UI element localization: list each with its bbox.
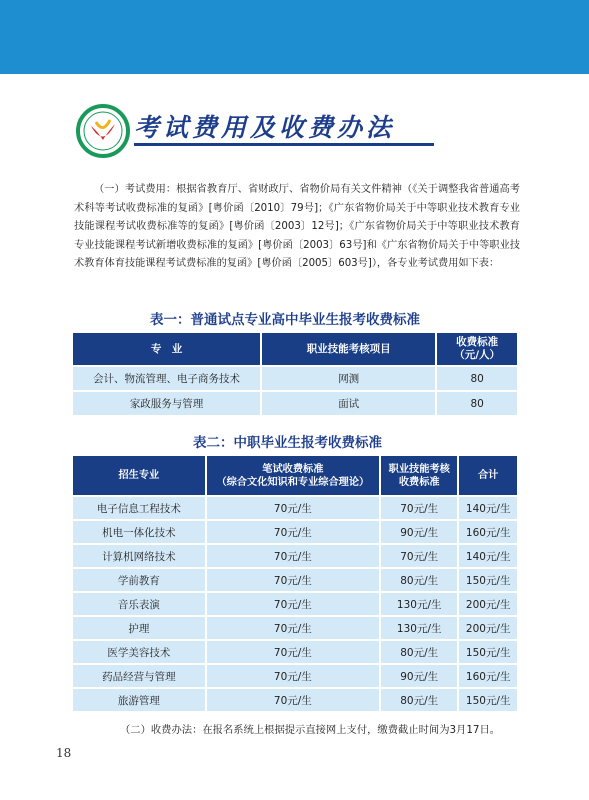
table-cell: 网测 bbox=[262, 367, 435, 390]
page-heading: 考试费用及收费办法 bbox=[134, 113, 396, 142]
table2-body bbox=[73, 497, 517, 711]
table-cell: 医学美容技术 bbox=[73, 641, 205, 663]
table-cell: 音乐表演 bbox=[73, 593, 205, 615]
table-row bbox=[73, 521, 517, 543]
table-cell: 计算机网络技术 bbox=[73, 545, 205, 567]
table-cell: 机电一体化技术 bbox=[73, 521, 205, 543]
school-logo-icon bbox=[76, 104, 130, 158]
column-header: 笔试收费标准 （综合文化知识和专业综合理论） bbox=[207, 456, 379, 495]
table-cell: 70元/生 bbox=[207, 497, 379, 519]
page-number: 18 bbox=[56, 746, 72, 760]
table-cell: 旅游管理 bbox=[73, 689, 205, 711]
table-cell: 80元/生 bbox=[381, 569, 457, 591]
table-cell: 140元/生 bbox=[459, 545, 517, 567]
table-cell: 90元/生 bbox=[381, 665, 457, 687]
table-cell: 学前教育 bbox=[73, 569, 205, 591]
table-cell: 会计、物流管理、电子商务技术 bbox=[73, 367, 260, 390]
table-cell: 70元/生 bbox=[207, 665, 379, 687]
table-row bbox=[73, 569, 517, 591]
table-cell: 80元/生 bbox=[381, 689, 457, 711]
table-row bbox=[73, 689, 517, 711]
table-cell: 90元/生 bbox=[381, 521, 457, 543]
table-header-row bbox=[73, 456, 517, 495]
table-cell: 150元/生 bbox=[459, 569, 517, 591]
table-row bbox=[73, 545, 517, 567]
table-row bbox=[73, 617, 517, 639]
table-cell: 80 bbox=[437, 367, 517, 390]
column-header: 收费标准 （元/人） bbox=[437, 333, 517, 365]
table-cell: 140元/生 bbox=[459, 497, 517, 519]
table-cell: 80元/生 bbox=[381, 641, 457, 663]
column-header: 职业技能考核 收费标准 bbox=[381, 456, 457, 495]
top-color-band bbox=[0, 0, 589, 74]
table2-caption: 表二：中职毕业生报考收费标准 bbox=[193, 435, 382, 451]
table-row bbox=[73, 392, 517, 415]
table-header-row bbox=[73, 333, 517, 365]
table-cell: 130元/生 bbox=[381, 593, 457, 615]
table-cell: 电子信息工程技术 bbox=[73, 497, 205, 519]
table-cell: 150元/生 bbox=[459, 689, 517, 711]
table-cell: 护理 bbox=[73, 617, 205, 639]
column-header: 合计 bbox=[459, 456, 517, 495]
payment-note: （二）收费办法：在报名系统上根据提示直接网上支付，缴费截止时间为3月17日。 bbox=[120, 724, 501, 736]
table-row bbox=[73, 641, 517, 663]
table-cell: 160元/生 bbox=[459, 665, 517, 687]
table-row bbox=[73, 367, 517, 390]
table-cell: 70元/生 bbox=[207, 689, 379, 711]
table-row bbox=[73, 497, 517, 519]
table-cell: 150元/生 bbox=[459, 641, 517, 663]
table-cell: 70元/生 bbox=[207, 569, 379, 591]
table-cell: 130元/生 bbox=[381, 617, 457, 639]
table-cell: 70元/生 bbox=[207, 545, 379, 567]
table-cell: 70元/生 bbox=[207, 617, 379, 639]
table-cell: 面试 bbox=[262, 392, 435, 415]
table-cell: 70元/生 bbox=[207, 593, 379, 615]
fee-table-vocational bbox=[71, 454, 519, 713]
table1-caption: 表一：普通试点专业高中毕业生报考收费标准 bbox=[150, 312, 420, 328]
table-cell: 家政服务与管理 bbox=[73, 392, 260, 415]
intro-paragraph: （一）考试费用：根据省教育厅、省财政厅、省物价局有关文件精神（《关于调整我省普通高考术科等考试收费标准的复函》[粤价函〔2010〕79号]；《广东省物价局关于中等职业技术教育专业技能课程考试收费标准等的复函》[粤价函〔2003〕12号]；《广东省物价局关于中等职业技术教育专业技能课程考试新增收费标准的复函》[粤价函〔2003〕63号]和《广东省物价局关于中等职业技术教育体育技能课程考试费标准的复函》[粤价函〔2005〕603号]），各专业考试费用如下表： bbox=[74, 184, 520, 269]
table-row bbox=[73, 593, 517, 615]
heading-underline bbox=[134, 143, 434, 146]
table-cell: 70元/生 bbox=[381, 497, 457, 519]
table-cell: 70元/生 bbox=[207, 641, 379, 663]
table-cell: 药品经营与管理 bbox=[73, 665, 205, 687]
fee-table-high-school bbox=[71, 331, 519, 417]
table-cell: 70元/生 bbox=[207, 521, 379, 543]
table-cell: 200元/生 bbox=[459, 593, 517, 615]
column-header: 职业技能考核项目 bbox=[262, 333, 435, 365]
table-cell: 80 bbox=[437, 392, 517, 415]
table-row bbox=[73, 665, 517, 687]
column-header: 专 业 bbox=[73, 333, 260, 365]
column-header: 招生专业 bbox=[73, 456, 205, 495]
table-cell: 200元/生 bbox=[459, 617, 517, 639]
table-cell: 70元/生 bbox=[381, 545, 457, 567]
table-cell: 160元/生 bbox=[459, 521, 517, 543]
